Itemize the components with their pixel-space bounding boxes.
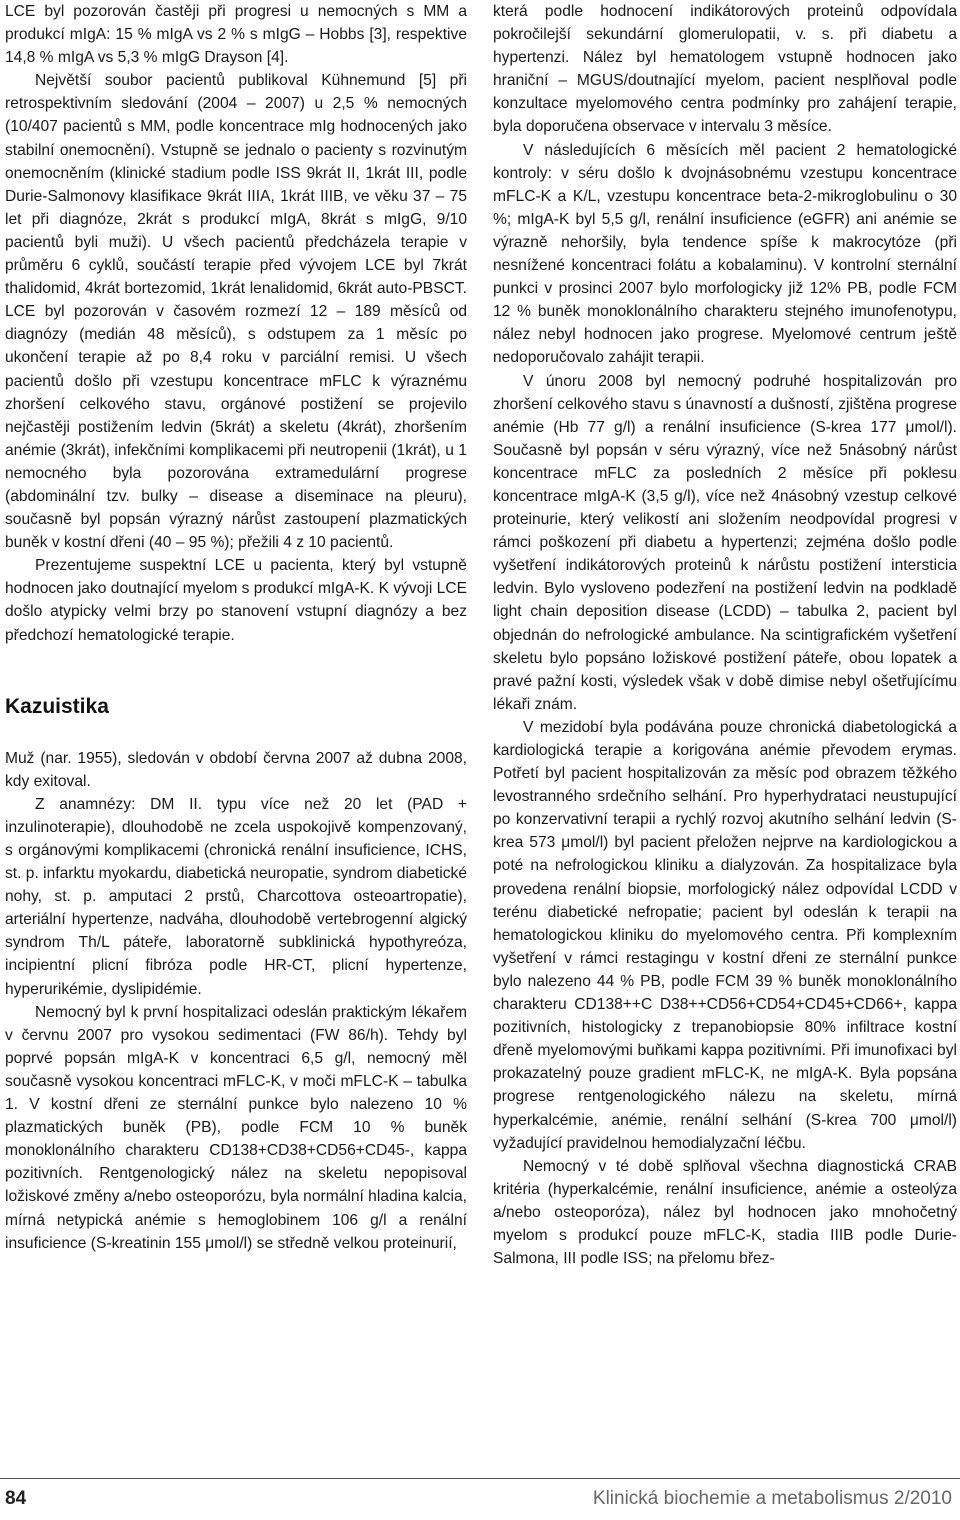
page-number: 84 <box>5 1488 27 1509</box>
section-heading-kazuistika: Kazuistika <box>5 694 109 718</box>
paragraph: Z anamnézy: DM II. typu více než 20 let (PAD + inzulinoterapie), dlouhodobě ne zcela uspokojivě kompenzovaný, s orgánovými komplikacemi (chronická renální insuficience, ICHS, st. p. infarktu myokardu, diabetická neuropatie, syndrom diabetické nohy, st. p. amputaci 2 prstů, Charcottova osteoartropatie), arteriální hypertenze, nadváha, dlouhodobě vertebrogenní algický syndrom Th/L páteře, laboratorně subklinická hypothyreóza, incipientní plicní fibróza podle HR-CT, plicní hypertenze, hyperurikémie, dyslipidémie. <box>5 795 467 998</box>
right-column <box>493 0 957 1270</box>
left-column <box>5 0 467 1255</box>
left-paragraphs-before-heading <box>5 0 467 647</box>
paragraph: V mezidobí byla podávána pouze chronická diabetologická a kardiologická terapie a korigována anémie převodem erymas. Potřetí byl pacient hospitalizován za měsíc pod obrazem těžkého levostranného srdečního selhání. Pro hyperhydrataci neustupující po konzervativní terapii a rychlý rozvoj akutního selhání ledvin (S-krea 573 μmol/l) byl pacient přeložen nejprve na kardiologickou a poté na nefrologickou kliniku a dialyzován. Za hospitalizace byla provedena renální biopsie, morfologický nález odpovídal LCDD v terénu diabetické nefropatie; pacient byl odeslán k terapii na hematologickou kliniku do myelomového centra. Při komplexním vyšetření v rámci restagingu v kostní dřeni ze sternální punkce bylo nalezeno 44 % PB, podle FCM 39 % buněk monoklonálního charakteru CD138++C D38++CD56+CD54+CD45+CD66+, kappa pozitivních, histologicky z trepanobiopsie 80% infiltrace kostní dřeně myelomovými buňkami kappa pozitivními. Při imunofixaci byl prokazatelný pouze gradient mFLC-K, ne mIgA-K. Byla popsána progrese rentgenologického nálezu na skeletu, mírná hyperkalcémie, anémie, renální selhání (S-krea 700 μmol/l) vyžadující pravidelnou hemodialyzační léčbu. <box>493 718 957 1152</box>
paragraph: Nemocný byl k první hospitalizaci odeslán praktickým lékařem v červnu 2007 pro vysokou sedimentaci (FW 86/h). Tehdy byl poprvé popsán mIgA-K v koncentraci 6,5 g/l, nemocný měl současně vysokou koncentraci mFLC-K, v moči mFLC-K – tabulka 1. V kostní dřeni ze sternální punkce bylo nalezeno 10 % plazmatických buněk (PB), podle FCM 10 % buněk monoklonálního charakteru CD138+CD38+CD56+CD45-, kappa pozitivních. Rentgenologický nález na skeletu nepopisoval ložiskové změny a/nebo osteoporózu, byla normální hladina kalcia, mírná netypická anémie s hemoglobinem 106 g/l a renální insuficience (S-kreatinin 155 μmol/l) se středně velkou proteinurií, <box>5 1003 468 1252</box>
journal-name: Klinická biochemie a metabolismus 2/2010 <box>592 1488 952 1509</box>
paragraph: V následujících 6 měsících měl pacient 2 hematologické kontroly: v séru došlo k dvojnásobnému vzestupu koncentrace mFLC-K a K/L, vzestupu koncentrace beta-2-mikroglobulinu o 30 %; mIgA-K byl 5,5 g/l, renální insuficience (eGFR) ani anémie se výrazně nehoršily, byla tendence spíše k makrocytóze (při nesnížené koncentraci folátu a kobalaminu). V kontrolní sternální punkci v prosinci 2007 bylo morfologicky již 12% PB, podle FCM 12 % buněk monoklonálního charakteru stejného imunofenotypu, nález nebyl hodnocen jako progrese. Myelomové centrum ještě nedoporučovalo zahájit terapii. <box>493 141 957 367</box>
left-paragraphs-after-heading <box>5 747 467 1255</box>
paragraph: Muž (nar. 1955), sledován v období června 2007 až dubna 2008, kdy exitoval. <box>5 749 467 790</box>
paragraph: Prezentujeme suspektní LCE u pacienta, který byl vstupně hodnocen jako doutnající myelom s produkcí mIgA-K. K vývoji LCE došlo atypicky velmi brzy po stanovení vstupní diagnózy a bez předchozí hematologické terapie. <box>5 557 467 644</box>
paragraph: Největší soubor pacientů publikoval Kühnemund [5] při retrospektivním sledování (2004 – 2007) u 2,5 % nemocných (10/407 pacientů s MM, podle koncentrace mIg hodnocených jako stabilní onemocnění). Vstupně se jednalo o pacienty s rozvinutým onemocněním (klinické stadium podle ISS 9krát II, 1krát III, podle Durie-Salmonovy klasifikace 9krát IIIA, 1krát IIIB, ve věku 37 – 75 let při diagnóze, 2krát s produkcí mIgA, 8krát s mIgG, 9/10 pacientů byli muži). U všech pacientů předcházela terapie v průměru 6 cyklů, součástí terapie před vývojem LCE byl 7krát thalidomid, 4krát bortezomid, 1krát lenalidomid, 6krát auto-PBSCT. LCE byl pozorován v časovém rozmezí 12 – 189 měsíců od diagnózy (medián 48 měsíců), s odstupem za 1 měsíc po ukončení terapie až po 8,4 roku v parciální remisi. U všech pacientů došlo při vzestupu koncentrace mFLC k výraznému zhoršení celkového stavu, orgánové postižení se projevilo nejčastěji postižením ledvin (5krát) a skeletu (4krát), zhoršením anémie (3krát), infekčními komplikacemi při neutropenii (1krát), u 1 nemocného byla pozorována extramedulární progrese (abdominální tzv. bulky – disease a diseminace na pleuru), současně byl popsán výrazný nárůst zastoupení plazmatických buněk v kostní dřeni (40 – 95 %); přežili 4 z 10 pacientů. <box>5 72 467 552</box>
right-paragraphs <box>493 0 957 1270</box>
footer-rule <box>0 1478 960 1479</box>
paragraph: LCE byl pozorován častěji při progresi u nemocných s MM a produkcí mIgA: 15 % mIgA vs 2 % s mIgG – Hobbs [3], respektive 14,8 % mIgA vs 5,3 % mIgG Drayson [4]. <box>5 3 467 67</box>
paragraph: která podle hodnocení indikátorových proteinů odpovídala pokročilejší sekundární glomerulopatii, v. s. při diabetu a hypertenzi. Nález byl hematologem vstupně hodnocen jako hraniční – MGUS/doutnající myelom, pacient nesplňoval podle konzultace myelomového centra podmínky pro zahájení terapie, byla doporučena observace v intervalu 3 měsíce. <box>493 3 957 136</box>
paragraph: V únoru 2008 byl nemocný podruhé hospitalizován pro zhoršení celkového stavu s únavností a dušností, zjištěna progrese anémie (Hb 77 g/l) a renální insuficience (S-krea 177 μmol/l). Současně byl popsán v séru výrazný, více než 5násobný nárůst koncentrace mFLC za posledních 2 měsíce při poklesu koncentrace mIgA-K (3,5 g/l), více než 4násobný vzestup celkové proteinurie, který velikostí ani složením neodpovídal progresi v rámci poškození při diabetu a hypertenzi; zejména došlo podle vyšetření indikátorových proteinů k nárůstu postižení intersticia ledvin. Bylo vysloveno podezření na postižení ledvin na podkladě light chain deposition disease (LCDD) – tabulka 2, pacient byl objednán do nefrologické ambulance. Na scintigrafickém vyšetření skeletu bylo popsáno ložiskové postižení páteře, obou lopatek a pravé pažní kosti, výsledek však v době dimise nebyl ošetřujícímu lékaři znám. <box>493 372 957 713</box>
paragraph: Nemocný v té době splňoval všechna diagnostická CRAB kritéria (hyperkalcémie, renální insuficience, anémie a osteolýza a/nebo osteoporóza), nález byl hodnocen jako mnohočetný myelom s produkcí pouze mFLC-K, stadia IIIB podle Durie-Salmona, III podle ISS; na přelomu břez- <box>493 1157 957 1268</box>
